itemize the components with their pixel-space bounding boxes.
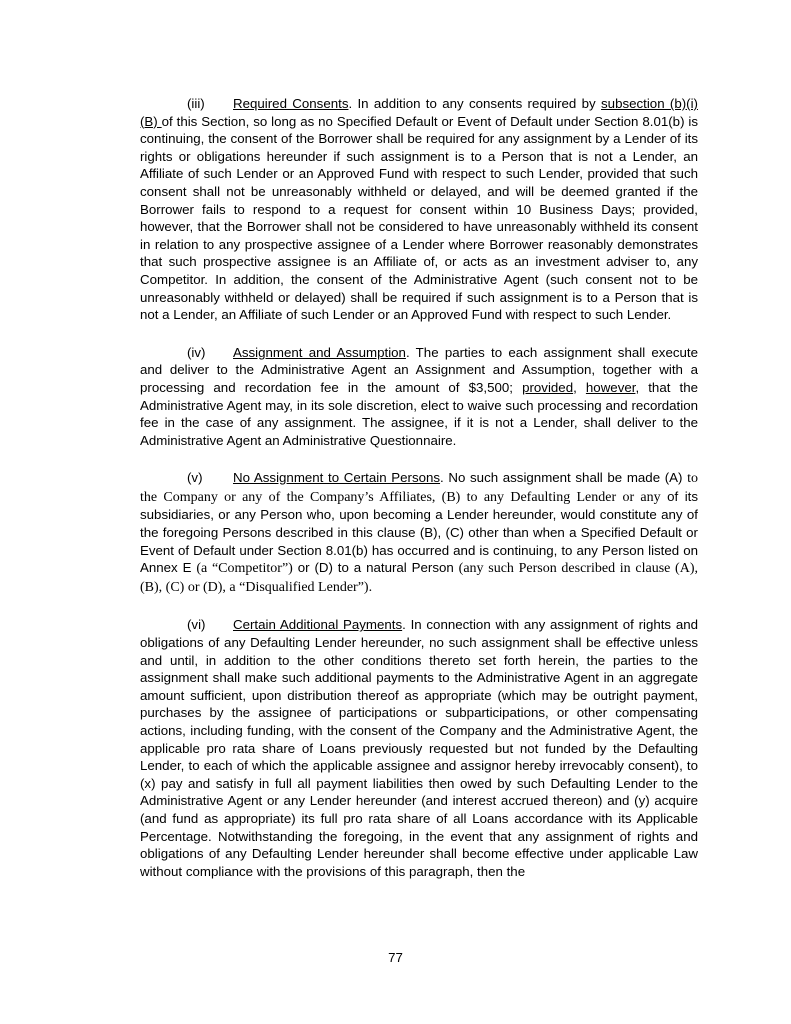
paragraph-number: (iii): [187, 96, 205, 111]
paragraph-text: of this Section, so long as no Specified Default or Event of Default under Section 8.01(b) is continuing, the consent of the Borrower shall be required for any assignment by a Lender of its rights or obligations hereunder if such assignment is to a Person that is not a Lender, an Affiliate of such Lender or an Approved Fund with respect to such Lender, provided that such consent shall not be unreasonably withheld or delayed, and will be deemed granted if the Borrower fails to respond to a request for consent within 10 Business Days; provided, however, that the Borrower shall not be considered to have unreasonably withheld its consent in relation to any prospective assignee of a Lender where Borrower reasonably demonstrates that such prospective assignee is an Affiliate of, or acts as an investment adviser to, any Competitor. In addition, the consent of the Administrative Agent (such consent not to be unreasonably withheld or delayed) shall be required if such assignment is to a Person that is not a Lender, an Affiliate of such Lender or an Approved Fund with respect to such Lender.: [140, 113, 699, 323]
paragraph-text-serif: (a “Competitor”): [196, 561, 293, 577]
paragraph-number: (iv): [187, 344, 206, 360]
paragraph-heading: Assignment and Assumption: [233, 344, 406, 360]
paragraph-number: (vi): [187, 617, 206, 633]
paragraph-iv: [140, 344, 698, 450]
paragraph-text: . In addition to any consents required by: [348, 96, 602, 111]
paragraph-text: , that the Administrative Agent may, in its sole discretion, elect to waive such processing and recordation fee in the case of any assignment. The assignee, if it is not a Lender, shall deliver to the Administrative Agent an Administrative Questionnaire.: [140, 379, 699, 448]
paragraph-heading: No Assignment to Certain Persons: [233, 470, 441, 486]
paragraph-number: (v): [187, 470, 203, 486]
provided-term: provided: [522, 379, 574, 395]
paragraph-text: . In connection with any assignment of rights and obligations of any Defaulting Lender hereunder, no such assignment shall be effective unless and until, in addition to the other conditions thereto set forth herein, the parties to the assignment shall make such additional payments to the Administrative Agent in an aggregate amount sufficient, upon distribution thereof as appropriate (which may be outright payment, purchases by the assignee of participations or subparticipations, or other compensating actions, including funding, with the consent of the Company and the Administrative Agent, the applicable pro rata share of Loans previously requested but not funded by the Defaulting Lender, to each of which the applicable assignee and assignor hereby irrevocably consent), to (x) pay and satisfy in full all payment liabilities then owed by such Defaulting Lender to the Administrative Agent or any Lender hereunder (and interest accrued thereon) and (y) acquire (and fund as appropriate) its full pro rata share of all Loans accordance with its Applicable Percentage. Notwithstanding the foregoing, in the event that any assignment of rights and obligations of any Defaulting Lender hereunder shall become effective under applicable Law without compliance with the provisions of this paragraph, then the: [140, 617, 699, 879]
paragraph-text-serif: to the Company or any of the Company’s Affiliates, (B) to any Defaulting Lender or any: [140, 471, 698, 505]
paragraph-heading: Required Consents: [233, 96, 349, 111]
document-page: [140, 95, 698, 900]
paragraph-text-serif: (any such Person described in clause (A), (B), (C) or (D), a “Disqualified Lender”).: [140, 561, 698, 595]
section-reference: subsection (b)(i)(B): [140, 96, 698, 129]
paragraph-text: . The parties to each assignment shall execute and deliver to the Administrative Agent an Assignment and Assumption, together with a processing and recordation fee in the amount of $3,500;: [140, 344, 698, 395]
paragraph-iii: [140, 95, 698, 324]
paragraph-text: . No such assignment shall be made (A): [440, 470, 688, 486]
paragraph-text: of its subsidiaries, or any Person who, upon becoming a Lender hereunder, would constitute any of the foregoing Persons described in this clause (B), (C) other than when a Specified Default or Event of Default under Section 8.01(b) has occurred and is continuing, to any Person listed on Annex E: [140, 488, 698, 576]
page-number: 77: [388, 950, 403, 965]
paragraph-heading: Certain Additional Payments: [233, 617, 403, 633]
paragraph-text: or (D) to a natural Person: [292, 560, 459, 576]
however-term: however: [585, 379, 636, 395]
paragraph-text: ,: [573, 379, 586, 395]
paragraph-v: [140, 469, 698, 596]
paragraph-vi: [140, 616, 698, 880]
